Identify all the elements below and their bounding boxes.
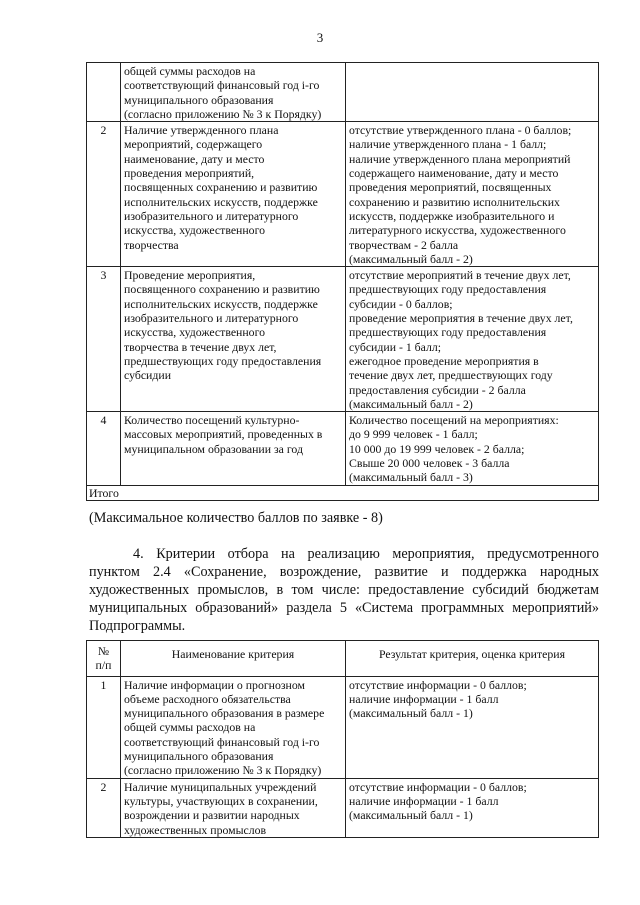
criterion-line: муниципальном образовании за год [124, 441, 303, 456]
result-line: содержащего наименование, дату и место [349, 166, 559, 181]
result-line: отсутствие утвержденного плана - 0 баллов; [349, 123, 572, 138]
result-cell [346, 122, 599, 267]
criterion-line: творчества [124, 237, 179, 252]
criterion-line: исполнительских искусств, поддержке [124, 194, 318, 209]
result-line: субсидии - 0 баллов; [349, 296, 453, 311]
result-line: (максимальный балл - 1) [349, 808, 473, 823]
criterion-line: Количество посещений культурно- [124, 413, 300, 428]
total-label: Итого [87, 485, 599, 500]
result-line: искусств, поддержке изобразительного и [349, 208, 555, 223]
criterion-line: посвященных сохранению и развитию [124, 180, 318, 195]
row-number: 4 [87, 412, 121, 485]
criterion-line: муниципального образования [124, 92, 274, 107]
criteria-table-section-4 [86, 640, 599, 838]
criterion-line: наименование, дату и место [124, 151, 265, 166]
criterion-line: изобразительного и литературного [124, 208, 299, 223]
criterion-line: художественных промыслов [124, 822, 267, 837]
result-line: наличие утвержденного плана мероприятий [349, 151, 571, 166]
criterion-line: проведения мероприятий, [124, 166, 255, 181]
criterion-line: общей суммы расходов на [124, 64, 256, 78]
table-row [87, 122, 599, 267]
criterion-line: посвященного сохранению и развитию [124, 282, 320, 297]
table-row [87, 676, 599, 778]
criterion-cell [121, 676, 346, 778]
result-line: отсутствие информации - 0 баллов; [349, 779, 527, 794]
result-line: до 9 999 человек - 1 балл; [349, 427, 478, 442]
criterion-line: массовых мероприятий, проведенных в [124, 427, 323, 442]
section-4-line: пунктом 2.4 «Сохранение, возрождение, развитие и поддержка народных [89, 564, 599, 580]
result-line: Количество посещений на мероприятиях: [349, 413, 559, 428]
result-line: 10 000 до 19 999 человек - 2 балла; [349, 441, 525, 456]
criterion-line: (согласно приложению № 3 к Порядку) [124, 763, 322, 778]
result-line: предшествующих году предоставления [349, 325, 547, 340]
criterion-line: искусства, художественного [124, 325, 266, 340]
criterion-line: муниципального образования в размере [124, 706, 325, 721]
criteria-table-section-3 [86, 62, 599, 501]
result-line: (максимальный балл - 2) [349, 396, 473, 411]
table-row [87, 778, 599, 837]
result-line: предшествующих году предоставления [349, 282, 547, 297]
result-cell [346, 676, 599, 778]
result-cell [346, 412, 599, 485]
row-number [87, 63, 121, 122]
row-number: 2 [87, 122, 121, 267]
result-line: сохранению и развитию исполнительских [349, 194, 560, 209]
header-num-line: п/п [95, 658, 112, 673]
result-line: отсутствие мероприятий в течение двух лет, [349, 268, 571, 283]
table-row [87, 63, 599, 122]
criterion-line: субсидии [124, 368, 172, 383]
header-name: Наименование критерия [121, 641, 346, 677]
criterion-cell [121, 267, 346, 412]
result-line: наличие информации - 1 балл [349, 691, 499, 706]
criterion-line: объеме расходного обязательства [124, 691, 291, 706]
section-4-line: художественных промыслов, в том числе: предоставление субсидий бюджетам [89, 582, 599, 598]
result-line: наличие информации - 1 балл [349, 793, 499, 808]
result-line: проведения мероприятий, посвященных [349, 180, 552, 195]
table-header-row [87, 641, 599, 677]
row-number: 1 [87, 676, 121, 778]
header-num-line: № [97, 644, 110, 658]
criterion-line: изобразительного и литературного [124, 311, 299, 326]
criterion-line: предшествующих году предоставления [124, 353, 322, 368]
result-line: проведение мероприятия в течение двух лет, [349, 311, 573, 326]
criterion-line: искусства, художественного [124, 223, 266, 238]
max-score-note: (Максимальное количество баллов по заявке - 8) [89, 510, 383, 526]
header-result: Результат критерия, оценка критерия [346, 641, 599, 677]
criterion-line: Проведение мероприятия, [124, 268, 256, 283]
result-line: предоставления субсидии - 2 балла [349, 382, 526, 397]
result-cell [346, 267, 599, 412]
result-line: течение двух лет, предшествующих году [349, 368, 553, 383]
criterion-line: общей суммы расходов на [124, 720, 256, 735]
criterion-cell [121, 778, 346, 837]
row-number: 2 [87, 778, 121, 837]
result-line: (максимальный балл - 1) [349, 706, 473, 721]
result-cell [346, 778, 599, 837]
criterion-cell [121, 412, 346, 485]
result-line: Свыше 20 000 человек - 3 балла [349, 456, 510, 471]
criterion-line: Наличие утвержденного плана [124, 123, 279, 138]
total-row [87, 485, 599, 500]
table-row [87, 267, 599, 412]
criterion-line: культуры, участвующих в сохранении, [124, 793, 318, 808]
result-cell [346, 63, 599, 122]
criterion-line: творчества в течение двух лет, [124, 339, 277, 354]
section-4-line: Подпрограммы. [89, 618, 186, 634]
result-line: (максимальный балл - 3) [349, 470, 473, 485]
section-4-heading [89, 545, 599, 635]
section-4-line: муниципальных образований» раздела 5 «Система программных мероприятий» [89, 600, 599, 616]
criterion-line: соответствующий финансовый год i-го [124, 734, 320, 749]
result-line: литературного искусства, художественного [349, 223, 566, 238]
result-line: творчествам - 2 балла [349, 237, 459, 252]
criterion-cell [121, 122, 346, 267]
criterion-line: возрождении и развитии народных [124, 808, 300, 823]
result-line: ежегодное проведение мероприятия в [349, 353, 539, 368]
header-num [87, 641, 121, 677]
criterion-line: Наличие муниципальных учреждений [124, 779, 317, 794]
page-number: 3 [316, 30, 324, 45]
criterion-line: соответствующий финансовый год i-го [124, 78, 320, 93]
row-number: 3 [87, 267, 121, 412]
criterion-line: мероприятий, содержащего [124, 137, 263, 152]
criterion-cell [121, 63, 346, 122]
result-line: наличие утвержденного плана - 1 балл; [349, 137, 547, 152]
section-4-line: 4. Критерии отбора на реализацию мероприятия, предусмотренного [133, 546, 599, 562]
table-row [87, 412, 599, 485]
result-line: субсидии - 1 балл; [349, 339, 442, 354]
criterion-line: исполнительских искусств, поддержке [124, 296, 318, 311]
criterion-line: Наличие информации о прогнозном [124, 677, 306, 692]
result-line: (максимальный балл - 2) [349, 251, 473, 266]
result-line: отсутствие информации - 0 баллов; [349, 677, 527, 692]
criterion-line: муниципального образования [124, 749, 274, 764]
criterion-line: (согласно приложению № 3 к Порядку) [124, 106, 322, 121]
